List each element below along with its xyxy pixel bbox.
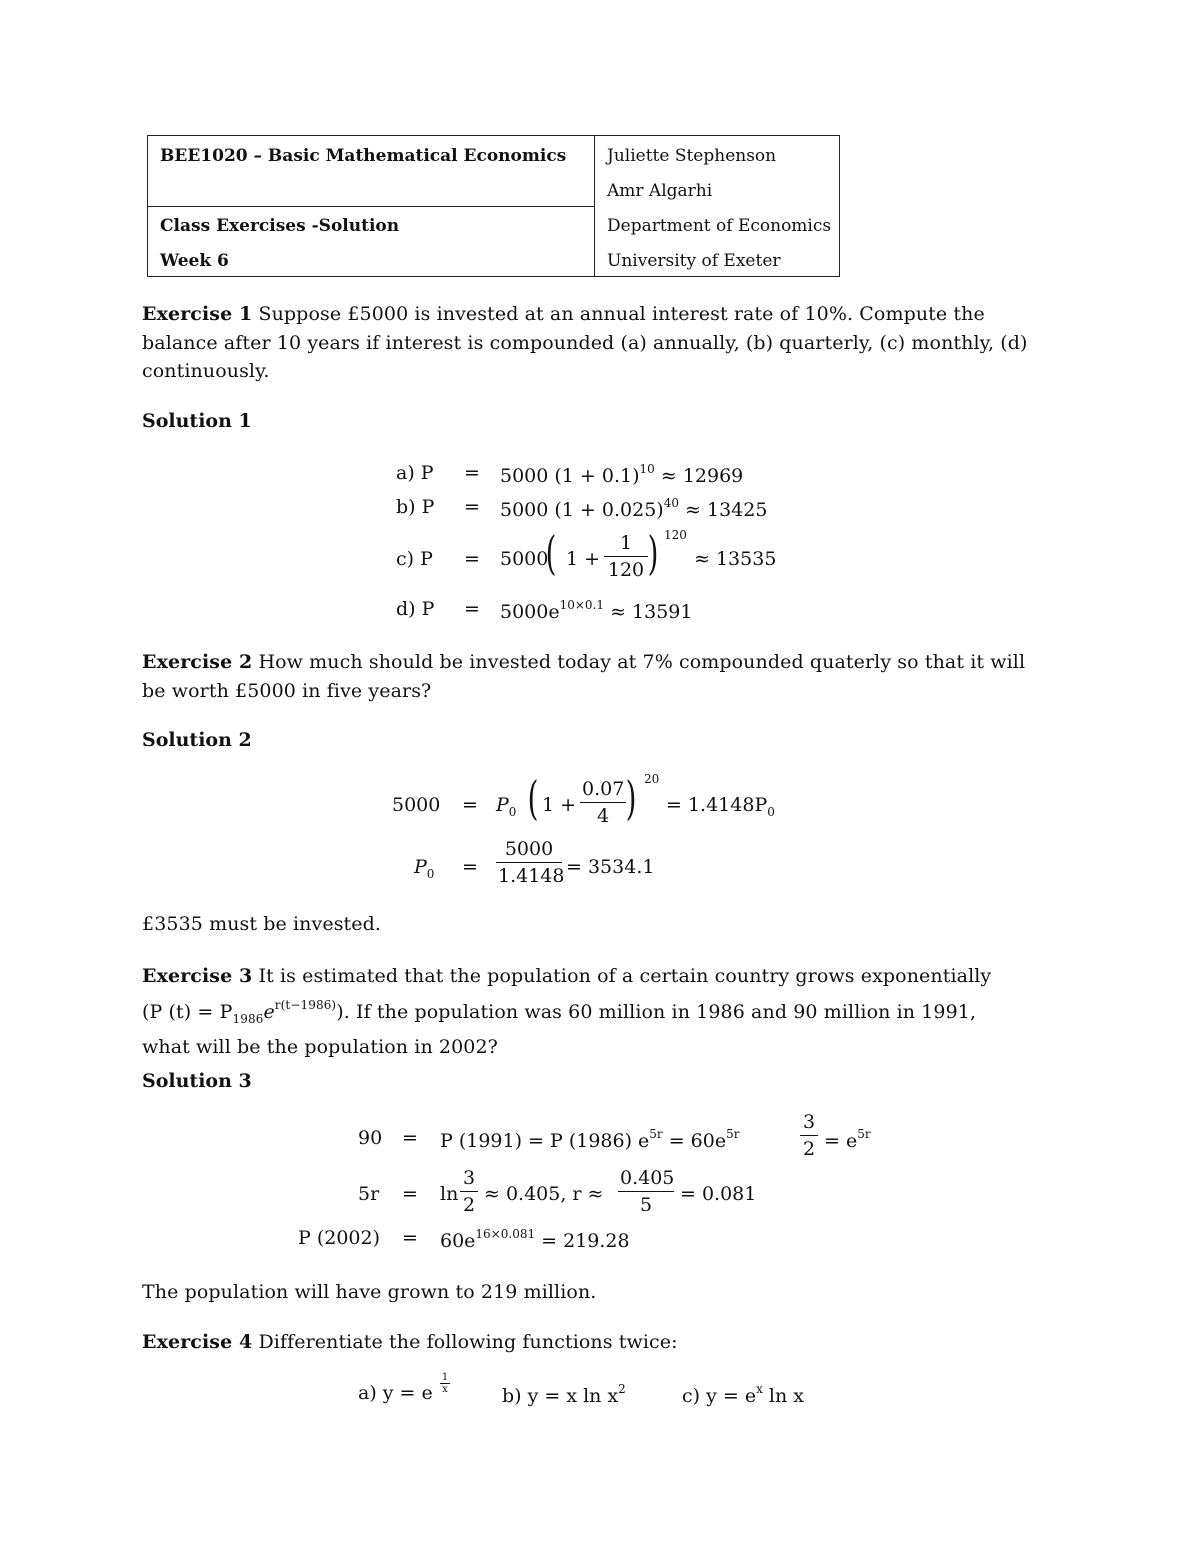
eq-3a-fraction: $\frac{3}{2}$ — [800, 1111, 818, 1160]
eq-1c-close-paren: ) — [647, 526, 659, 580]
eq-2a-result: = $1.4148P_0$ — [666, 794, 775, 819]
eq-1c-lhs: c) P — [396, 548, 433, 570]
function-a-exponent: $\frac{1}{x}$ — [441, 1372, 449, 1395]
eq-3a-rhs: P (1991) = P (1986) $e^{5r} = 60e^{5r}$ — [440, 1127, 740, 1152]
eq-1c-result: ≈ 13535 — [694, 548, 777, 570]
function-c: c) $y = e^x$ ln x — [682, 1382, 804, 1407]
eq-1b-lhs: b) P — [396, 496, 435, 518]
eq-1c-exponent: 120 — [664, 528, 687, 542]
table-divider-vertical — [594, 136, 595, 276]
exercise-4 — [142, 1328, 1032, 1357]
function-a: a) y = e — [358, 1382, 433, 1404]
solution-2-heading: Solution 2 — [142, 729, 252, 751]
eq-3b-fraction-1: $\frac{3}{2}$ — [460, 1167, 478, 1216]
eq-3b-lhs: 5r — [358, 1183, 380, 1205]
eq-2a-lhs: 5000 — [392, 794, 441, 816]
header-table — [147, 135, 840, 277]
eq-1c-open-paren: ( — [545, 526, 557, 580]
document-subtitle: Class Exercises -Solution — [160, 216, 400, 236]
eq-3b-mid: ≈ 0.405, r ≈ — [484, 1183, 604, 1205]
author-1: Juliette Stephenson — [607, 146, 777, 166]
eq-1d-rhs: $5000e^{10\times 0.1} \approx 13591$ — [500, 598, 693, 623]
eq-1d-equals: = — [464, 598, 480, 620]
solution-3-heading: Solution 3 — [142, 1070, 252, 1092]
eq-1b-equals: = — [464, 496, 480, 518]
exercise-3-label: Exercise 3 — [142, 965, 253, 987]
eq-1a-lhs: a) P — [396, 462, 434, 484]
course-title: BEE1020 – Basic Mathematical Economics — [160, 146, 567, 166]
exercise-2-text: How much should be invested today at 7% compounded quaterly so that it will be worth £5000 in five years? — [142, 651, 1026, 702]
exercise-2-label: Exercise 2 — [142, 651, 253, 673]
eq-3b-result: = 0.081 — [680, 1183, 757, 1205]
eq-2b-lhs: $P_0$ — [414, 856, 435, 881]
author-2: Amr Algarhi — [607, 181, 713, 201]
eq-1c-equals: = — [464, 548, 480, 570]
eq-3a-lhs: 90 — [358, 1127, 383, 1149]
table-divider-horizontal — [148, 206, 594, 207]
eq-3a-exp-form: = $e^{5r}$ — [824, 1127, 871, 1152]
eq-2b-fraction: $\frac{5000}{1.4148}$ — [498, 838, 565, 887]
department: Department of Economics — [607, 216, 832, 236]
eq-2a-equals: = — [462, 794, 478, 816]
eq-2b-equals: = — [462, 856, 478, 878]
eq-2a-close-paren: ) — [625, 771, 637, 825]
solution-2-conclusion: £3535 must be invested. — [142, 913, 382, 935]
eq-1a-equals: = — [464, 462, 480, 484]
function-b: b) y = x $\ln x^2$ — [502, 1382, 626, 1407]
eq-2a-principal: $P_0$ — [496, 794, 517, 819]
eq-3c-equals: = — [402, 1227, 418, 1249]
eq-2a-open-paren: ( — [527, 771, 539, 825]
eq-1d-lhs: d) P — [396, 598, 435, 620]
exercise-4-label: Exercise 4 — [142, 1331, 253, 1353]
solution-1-heading: Solution 1 — [142, 410, 252, 432]
exercise-1 — [142, 300, 1032, 386]
exercise-4-text: Differentiate the following functions twice: — [258, 1331, 678, 1353]
eq-2a-one: 1 + — [542, 794, 577, 816]
university: University of Exeter — [607, 251, 781, 271]
eq-3b-equals: = — [402, 1183, 418, 1205]
eq-2a-fraction: $\frac{0.07}{4}$ — [582, 778, 625, 827]
eq-3c-lhs: P (2002) — [298, 1227, 381, 1249]
exercise-1-label: Exercise 1 — [142, 303, 253, 325]
eq-3b-ln: ln — [440, 1183, 459, 1205]
eq-3c-rhs: $60e^{16\times 0.081} = 219.28$ — [440, 1227, 630, 1252]
exercise-1-text: Suppose £5000 is invested at an annual interest rate of 10%. Compute the balance after 10 years if interest is compounded (a) annually, (b) quarterly, (c) monthly, (d) continuously. — [142, 303, 1028, 382]
eq-2b-result: = 3534.1 — [566, 856, 655, 878]
eq-1a-rhs: 5000 $(1 + 0.1)^{10} \approx 12969$ — [500, 462, 744, 487]
week-label: Week 6 — [160, 251, 229, 271]
eq-1c-base: 5000 — [500, 548, 549, 570]
solution-3-conclusion: The population will have grown to 219 million. — [142, 1281, 597, 1303]
eq-1c-fraction: $\frac{1}{120}$ — [604, 532, 648, 581]
eq-3a-equals: = — [402, 1127, 418, 1149]
exercise-2 — [142, 648, 1032, 705]
exercise-3: Exercise 3 It is estimated that the population of a certain country grows exponentially (P $(t) = P_{1986}e^{r(t-1986)}$). If the population was 60 million in 1986 and 90 million in 1991, what will be the population in 2002? — [142, 965, 992, 1058]
eq-3b-fraction-2: $\frac{0.405}{5}$ — [620, 1167, 675, 1216]
eq-1b-rhs: 5000 $(1 + 0.025)^{40} \approx 13425$ — [500, 496, 768, 521]
eq-1c-one: 1 + — [566, 548, 601, 570]
eq-2a-exponent: 20 — [644, 772, 660, 786]
